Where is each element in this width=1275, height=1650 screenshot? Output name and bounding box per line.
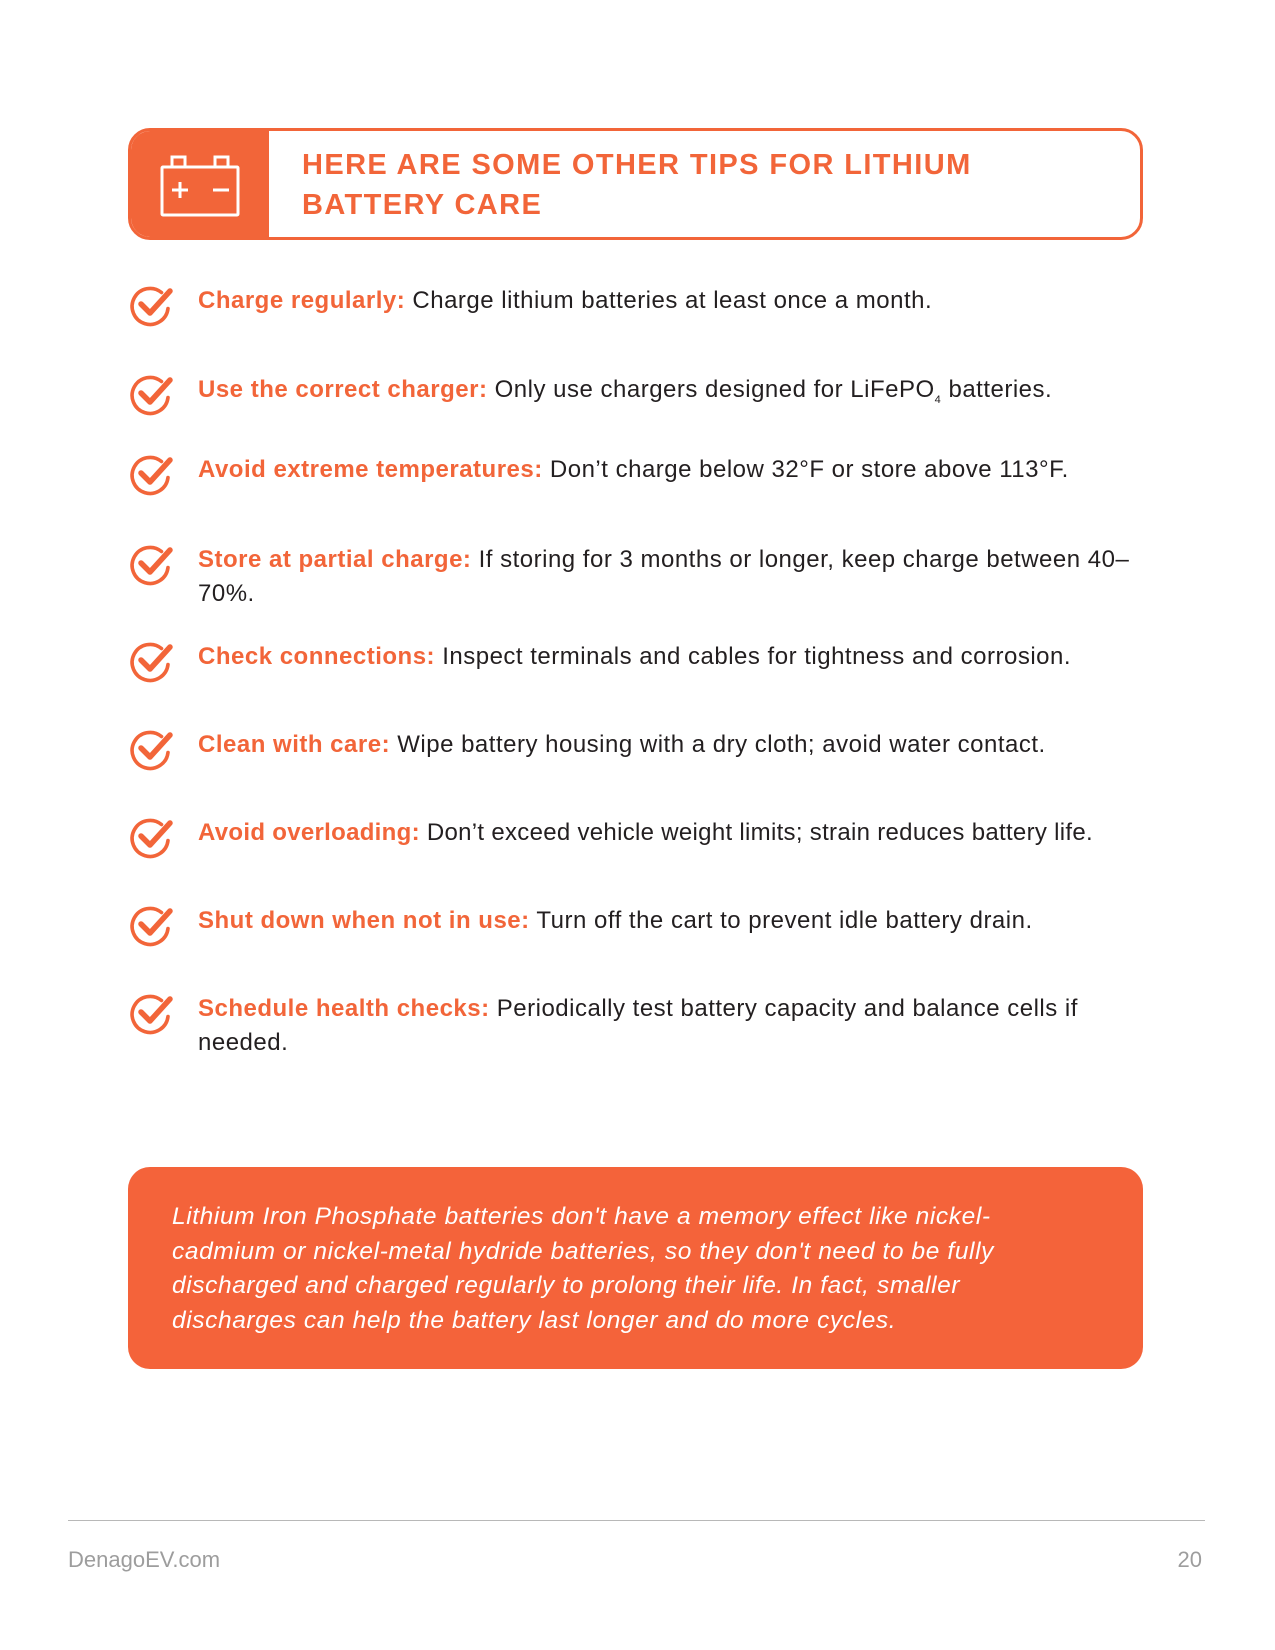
tip-body: Don’t charge below 32°F or store above 113°F. bbox=[549, 456, 1069, 483]
check-circle-icon bbox=[128, 638, 176, 686]
tip-label: Use the correct charger: bbox=[198, 376, 488, 403]
tip-label: Charge regularly: bbox=[198, 287, 406, 314]
tip-label: Schedule health checks: bbox=[198, 995, 490, 1022]
tip-body: Only use chargers designed for LiFePO bbox=[494, 376, 935, 403]
tip-text bbox=[198, 904, 1198, 938]
tip-text bbox=[198, 543, 1158, 611]
tip-text bbox=[198, 453, 1198, 487]
tip-body: If storing for 3 months or longer, keep charge between 40–70%. bbox=[198, 546, 1130, 607]
tip-body: Periodically test battery capacity and balance cells if needed. bbox=[198, 995, 1078, 1056]
tip-body: Wipe battery housing with a dry cloth; avoid water contact. bbox=[397, 731, 1046, 758]
check-circle-icon bbox=[128, 371, 176, 419]
footer-site-link[interactable]: DenagoEV.com bbox=[68, 1547, 221, 1572]
tip-label: Avoid extreme temperatures: bbox=[198, 456, 543, 483]
footer-divider bbox=[68, 1520, 1205, 1521]
tip-label: Avoid overloading: bbox=[198, 819, 420, 846]
page-number: 20 bbox=[1177, 1547, 1202, 1572]
tip-body: Don’t exceed vehicle weight limits; strain reduces battery life. bbox=[426, 819, 1093, 846]
check-circle-icon bbox=[128, 282, 176, 330]
check-circle-icon bbox=[128, 726, 176, 774]
tip-label: Check connections: bbox=[198, 643, 436, 670]
tip-body-end: batteries. bbox=[941, 376, 1053, 403]
tip-text bbox=[198, 640, 1198, 674]
tip-subscript: 4 bbox=[934, 394, 942, 406]
check-circle-icon bbox=[128, 451, 176, 499]
tip-text bbox=[198, 992, 1158, 1060]
tip-body: Inspect terminals and cables for tightness and corrosion. bbox=[442, 643, 1072, 670]
page-title: HERE ARE SOME OTHER TIPS FOR LITHIUM BATTERY CARE bbox=[302, 149, 972, 221]
tip-text bbox=[198, 284, 1198, 318]
check-circle-icon bbox=[128, 990, 176, 1038]
check-circle-icon bbox=[128, 541, 176, 589]
tip-text bbox=[198, 728, 1198, 762]
callout-text: Lithium Iron Phosphate batteries don't have a memory effect like nickel-cadmium or nickel-metal hydride batteries, so they don't need to be fully discharged and charged regularly to prolong their life. In fact, smaller discharges can help the battery last longer and do more cycles. bbox=[172, 1203, 994, 1334]
info-callout bbox=[128, 1167, 1143, 1369]
check-circle-icon bbox=[128, 902, 176, 950]
tip-label: Shut down when not in use: bbox=[198, 907, 530, 934]
tip-body: Turn off the cart to prevent idle battery drain. bbox=[536, 907, 1033, 934]
tip-body: Charge lithium batteries at least once a month. bbox=[412, 287, 933, 314]
tip-label: Store at partial charge: bbox=[198, 546, 472, 573]
tip-text bbox=[198, 373, 1198, 407]
check-circle-icon bbox=[128, 814, 176, 862]
tip-text bbox=[198, 816, 1208, 850]
tip-label: Clean with care: bbox=[198, 731, 391, 758]
